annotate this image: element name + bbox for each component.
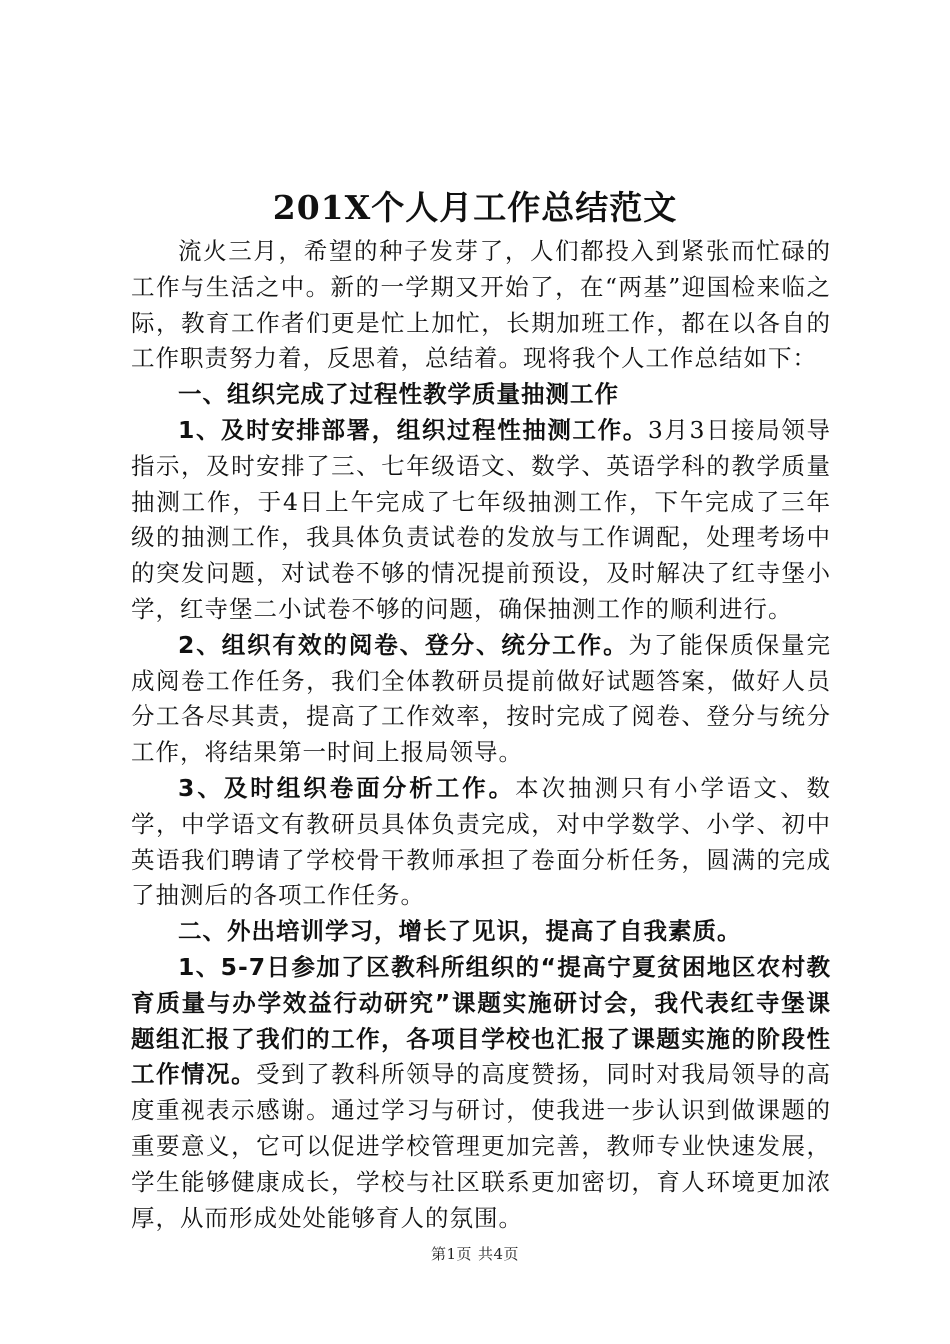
section-heading-2: 二、外出培训学习，增长了见识，提高了自我素质。 (178, 917, 742, 946)
paragraph-lead: 1、及时安排部署，组织过程性抽测工作。 (178, 415, 648, 444)
page-total: 共4页 (478, 1245, 520, 1263)
paragraph-1-1 (131, 413, 831, 628)
document-body (131, 234, 831, 1236)
paragraph-text: 为了能保质保量完成阅卷工作任务，我们全体教研员提前做好试题答案，做好人员分工各尽其责，提高了工作效率，按时完成了阅卷、登分与统分工作，将结果第一时间上报局领导。 (131, 630, 831, 767)
paragraph-text: 流火三月，希望的种子发芽了，人们都投入到紧张而忙碌的工作与生活之中。新的一学期又开始了，在“两基”迎国检来临之际，教育工作者们更是忙上加忙，长期加班工作，都在以各自的工作职责努力着，反思着，总结着。现将我个人工作总结如下： (131, 237, 831, 373)
paragraph-lead: 2、组织有效的阅卷、登分、统分工作。 (178, 630, 629, 659)
paragraph-lead: 3、及时组织卷面分析工作。 (178, 773, 516, 802)
paragraph-lead: 1、5-7日参加了区教科所组织的“提高宁夏贫困地区农村教育质量与办学效益行动研究”课题实施研讨会，我代表红寺堡课题组汇报了我们的工作，各项目学校也汇报了课题实施的阶段性工作情况。 (131, 952, 831, 1089)
paragraph-text: 本次抽测只有小学语文、数学，中学语文有教研员具体负责完成，对中学数学、小学、初中英语我们聘请了学校骨干教师承担了卷面分析任务，圆满的完成了抽测后的各项工作任务。 (131, 773, 831, 910)
section-heading-1: 一、组织完成了过程性教学质量抽测工作 (178, 380, 619, 409)
intro-paragraph (131, 234, 831, 377)
page-footer (0, 1244, 950, 1264)
paragraph-1-3 (131, 771, 831, 914)
document-title: 201X个人月工作总结范文 (272, 188, 678, 227)
paragraph-2-1 (131, 950, 831, 1236)
page-number: 第1页 (430, 1245, 472, 1263)
paragraph-1-2 (131, 628, 831, 771)
paragraph-text: 3月3日接局领导指示，及时安排了三、七年级语文、数学、英语学科的教学质量抽测工作，于4日上午完成了七年级抽测工作，下午完成了三年级的抽测工作，我具体负责试卷的发放与工作调配，处理考场中的突发问题，对试卷不够的情况提前预设，及时解决了红寺堡小学，红寺堡二小试卷不够的问题，确保抽测工作的顺利进行。 (131, 415, 831, 623)
paragraph-text: 受到了教科所领导的高度赞扬，同时对我局领导的高度重视表示感谢。通过学习与研讨，使我进一步认识到做课题的重要意义，它可以促进学校管理更加完善，教师专业快速发展，学生能够健康成长，学校与社区联系更加密切，育人环境更加浓厚，从而形成处处能够育人的氛围。 (131, 1060, 832, 1232)
